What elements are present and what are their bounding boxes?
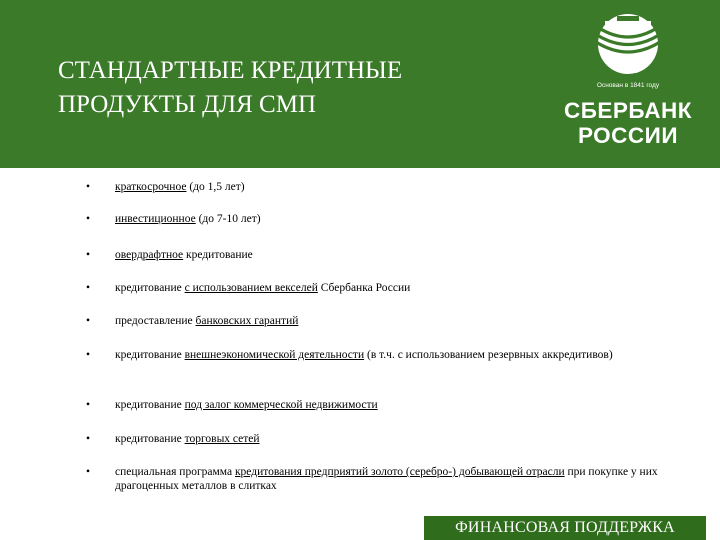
sberbank-logo-icon <box>587 12 669 78</box>
list-item-text: кредитование внешнеэкономической деятельности (в т.ч. с использованием резервных аккредитивов) <box>115 349 613 361</box>
header-banner <box>0 0 720 168</box>
list-item-text: овердрафтное кредитование <box>115 249 253 261</box>
list-item-text: предоставление банковских гарантий <box>115 315 299 327</box>
logo-motto: Основан в 1841 году <box>596 82 660 89</box>
logo-name-line-2: РОССИИ <box>577 123 679 148</box>
list-item-text: кредитование под залог коммерческой недвижимости <box>115 399 378 411</box>
logo-wordmark <box>536 98 720 148</box>
bullet: • <box>86 433 91 445</box>
bullet: • <box>86 315 91 327</box>
bullet: • <box>86 282 91 294</box>
list-item-text: специальная программа кредитования предприятий золото (серебро-) добывающей отрасли при покупке у них драгоценных металлов в слитках <box>115 466 658 492</box>
footer-label-financial-support: ФИНАНСОВАЯ ПОДДЕРЖКА <box>424 516 706 540</box>
bullet: • <box>86 399 91 411</box>
logo-name-line-1: СБЕРБАНК <box>564 98 692 123</box>
sberbank-logo <box>536 10 720 160</box>
title-line-2: ПРОДУКТЫ ДЛЯ СМП <box>58 91 317 118</box>
bullet: • <box>86 213 91 225</box>
bullet: • <box>86 349 91 361</box>
bullet: • <box>86 466 91 478</box>
list-item-text: краткосрочное (до 1,5 лет) <box>115 181 245 193</box>
list-item-text: кредитование торговых сетей <box>115 433 260 445</box>
title-line-1: СТАНДАРТНЫЕ КРЕДИТНЫЕ <box>58 57 403 84</box>
page-title <box>58 54 538 122</box>
bullet: • <box>86 249 91 261</box>
list-item-text: кредитование с использованием векселей Сбербанка России <box>115 282 411 294</box>
list-item-text: инвестиционное (до 7-10 лет) <box>115 213 261 225</box>
bullet: • <box>86 181 91 193</box>
